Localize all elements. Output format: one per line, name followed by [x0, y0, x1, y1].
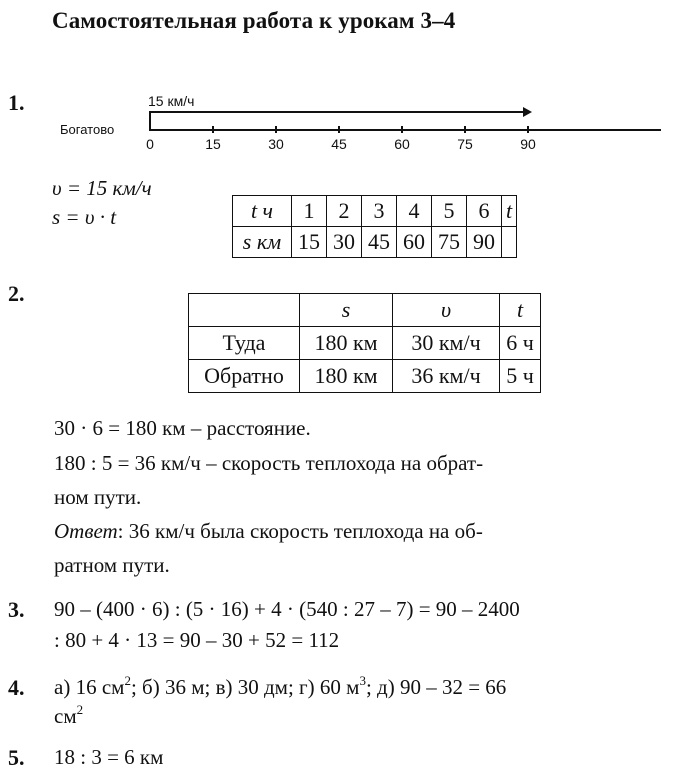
formula-velocity — [52, 178, 152, 199]
tick-label: 90 — [520, 136, 536, 152]
table-header-cell: υ — [393, 294, 500, 327]
table-cell: 1 — [292, 196, 327, 227]
table-cell: t — [502, 196, 517, 227]
arrow-head-icon — [523, 107, 532, 117]
page-title: Самостоятельная работа к урокам 3–4 — [52, 8, 456, 33]
answers-line: $см^2$ — [54, 702, 84, 728]
trip-table — [188, 293, 541, 393]
answer-label: Ответ — [54, 519, 118, 543]
table-row — [233, 196, 517, 227]
table-cell — [502, 227, 517, 258]
table-row — [189, 360, 541, 393]
expression-line: : 80 + 4 · 13 = 90 – 30 + 52 = 112 — [54, 628, 340, 652]
table-cell: 90 — [467, 227, 502, 258]
formula-velocity-text: υ = 15 км/ч — [52, 176, 152, 200]
task-5-number: 5. — [8, 745, 25, 770]
table-header-cell: t ч — [233, 196, 292, 227]
table-header-cell — [189, 294, 300, 327]
table-header-cell: t — [500, 294, 541, 327]
speed-arrow-line — [149, 111, 525, 113]
tick-60 — [401, 126, 403, 133]
tick-label: 45 — [331, 136, 347, 152]
answer-line: ратном пути. — [54, 553, 170, 577]
table-header-cell: s — [300, 294, 393, 327]
axis-line — [149, 129, 661, 131]
table-row — [189, 327, 541, 360]
tick-75 — [464, 126, 466, 133]
start-post — [149, 111, 151, 131]
table-cell: Туда — [189, 327, 300, 360]
table-cell: 4 — [397, 196, 432, 227]
answer-line — [54, 521, 483, 542]
task-1-number: 1. — [8, 90, 25, 115]
expression-line: 90 – (400 · 6) : (5 · 16) + 4 · (540 : 27 – 7) = 90 – 2400 — [54, 597, 520, 621]
table-row — [189, 294, 541, 327]
solution-line: ном пути. — [54, 485, 142, 509]
tick-label: 0 — [146, 136, 154, 152]
task-3-number: 3. — [8, 597, 25, 622]
speed-label: 15 км/ч — [148, 93, 195, 109]
table-header-cell: s км — [233, 227, 292, 258]
tick-15 — [212, 126, 214, 133]
table-cell: 6 ч — [500, 327, 541, 360]
formula-distance-text: s = υ · t — [52, 205, 117, 229]
table-cell: 5 — [432, 196, 467, 227]
answers-line: а) 16 $см^2$; б) 36 м; в) 30 дм; г) 60 $м^3$; д) 90 – 32 = 66 — [54, 673, 507, 699]
tick-30 — [275, 126, 277, 133]
table-cell: 45 — [362, 227, 397, 258]
solution-line: 18 : 3 = 6 км — [54, 745, 164, 769]
tick-label: 30 — [268, 136, 284, 152]
table-cell: 30 — [327, 227, 362, 258]
formula-distance — [52, 207, 116, 228]
table-cell: 30 км/ч — [393, 327, 500, 360]
table-cell: 180 км — [300, 360, 393, 393]
tick-90 — [527, 126, 529, 133]
table-cell: 15 — [292, 227, 327, 258]
table-cell: 60 — [397, 227, 432, 258]
table-cell: 6 — [467, 196, 502, 227]
table-cell: 5 ч — [500, 360, 541, 393]
solution-line: 180 : 5 = 36 км/ч – скорость теплохода на обрат- — [54, 451, 484, 475]
table-cell: 2 — [327, 196, 362, 227]
answer-text: : 36 км/ч была скорость теплохода на об- — [117, 519, 483, 543]
table-cell: Обратно — [189, 360, 300, 393]
table-cell: 75 — [432, 227, 467, 258]
tick-label: 15 — [205, 136, 221, 152]
solution-line: 30 · 6 = 180 км – расстояние. — [54, 416, 311, 440]
task-4-number: 4. — [8, 675, 25, 700]
table-cell: 180 км — [300, 327, 393, 360]
task-2-number: 2. — [8, 281, 25, 306]
tick-label: 75 — [457, 136, 473, 152]
table-cell: 3 — [362, 196, 397, 227]
start-label: Богатово — [60, 122, 115, 137]
time-distance-table — [232, 195, 517, 258]
table-row — [233, 227, 517, 258]
table-cell: 36 км/ч — [393, 360, 500, 393]
tick-label: 60 — [394, 136, 410, 152]
tick-45 — [338, 126, 340, 133]
